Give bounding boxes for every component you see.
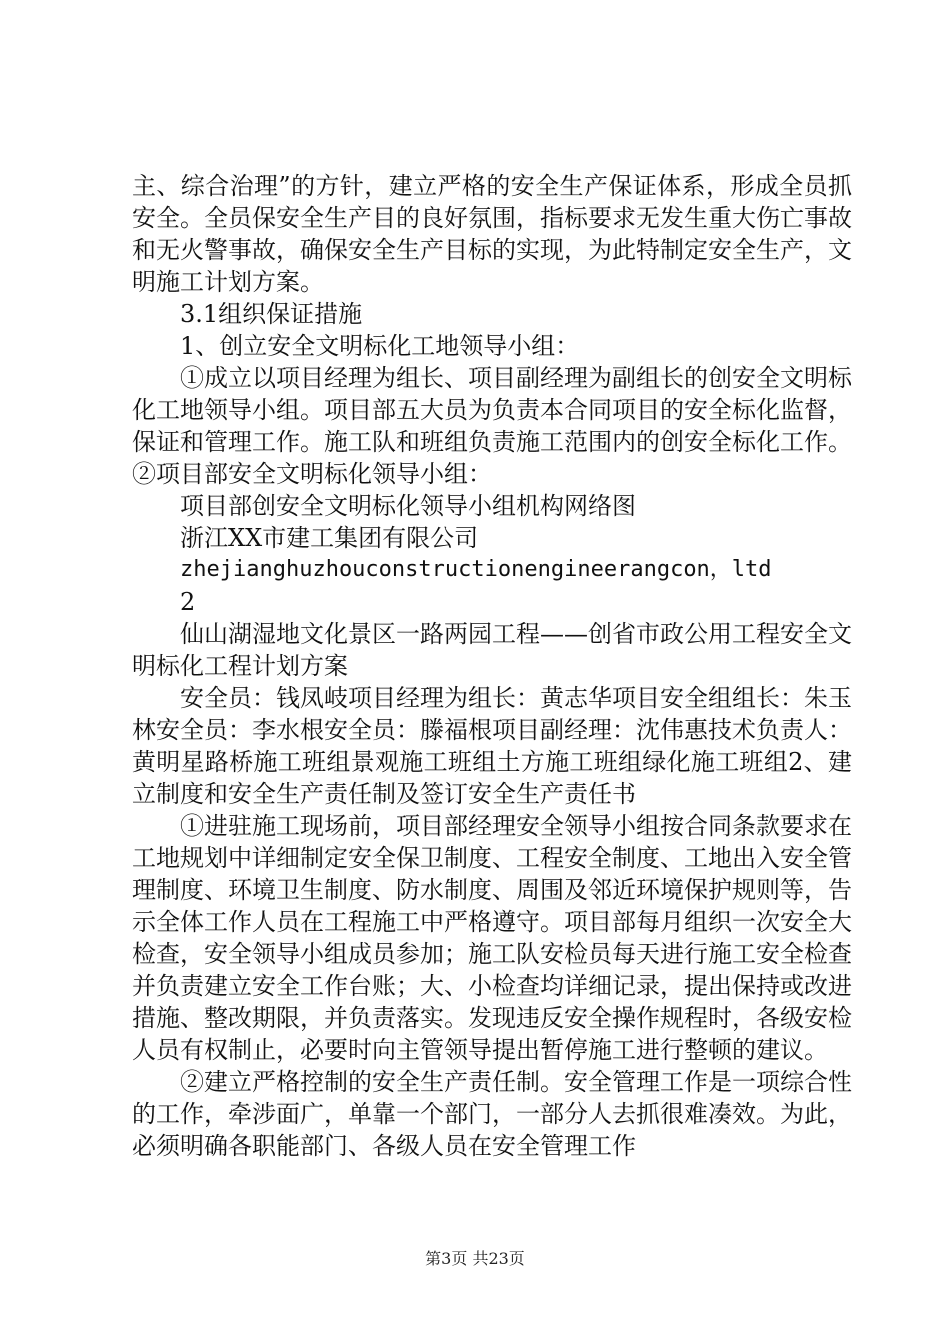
paragraph-safety-rules: ①进驻施工现场前，项目部经理安全领导小组按合同条款要求在工地规划中详细制定安全保卫制度、工程安全制度、工地出入安全管理制度、环境卫生制度、防水制度、周围及邻近环境保护规则等，告示全体工作人员在工程施工中严格遵守。项目部每月组织一次安全大检查，安全领导小组成员参加；施工队安检员每天进行施工安全检查并负责建立安全工作台账；大、小检查均详细记录，提出保持或改进措施、整改期限，并负责落实。发现违反安全操作规程时，各级安检人员有权制止，必要时向主管领导提出暂停施工进行整顿的建议。 <box>132 812 852 1064</box>
paragraph-leadership-group: ①成立以项目经理为组长、项目副经理为副组长的创安全文明标化工地领导小组。项目部五大员为负责本合同项目的安全标化监督，保证和管理工作。施工队和班组负责施工范围内的创安全标化工作。②项目部安全文明标化领导小组： <box>132 364 852 488</box>
paragraph-intro: 主、综合治理”的方针，建立严格的安全生产保证体系，形成全员抓安全。全员保安全生产目的良好氛围，指标要求无发生重大伤亡事故和无火警事故，确保安全生产目标的实现，为此特制定安全生产，文明施工计划方案。 <box>132 172 852 296</box>
org-chart-title: 项目部创安全文明标化领导小组机构网络图 <box>180 492 636 520</box>
document-body <box>132 170 852 1162</box>
subheading-leadership-group: 1、创立安全文明标化工地领导小组： <box>180 332 580 360</box>
company-name: 浙江XX市建工集团有限公司 <box>180 524 479 552</box>
page-number-inline: 2 <box>180 588 196 616</box>
page-footer: 第3页 共23页 <box>425 1249 525 1268</box>
paragraph-personnel: 安全员：钱凤岐项目经理为组长：黄志华项目安全组组长：朱玉林安全员：李水根安全员：滕福根项目副经理：沈伟惠技术负责人：黄明星路桥施工班组景观施工班组土方施工班组绿化施工班组2、建立制度和安全生产责任制及签订安全生产责任书 <box>132 684 852 808</box>
paragraph-responsibility-system: ②建立严格控制的安全生产责任制。安全管理工作是一项综合性的工作，牵涉面广，单靠一个部门，一部分人去抓很难凑效。为此，必须明确各职能部门、各级人员在安全管理工作 <box>132 1068 852 1160</box>
section-heading-3-1: 3.1组织保证措施 <box>180 300 363 328</box>
company-name-english: zhejianghuzhouconstructionengineerangcon，ltd <box>180 557 772 582</box>
project-title: 仙山湖湿地文化景区一路两园工程——创省市政公用工程安全文明标化工程计划方案 <box>132 620 852 680</box>
